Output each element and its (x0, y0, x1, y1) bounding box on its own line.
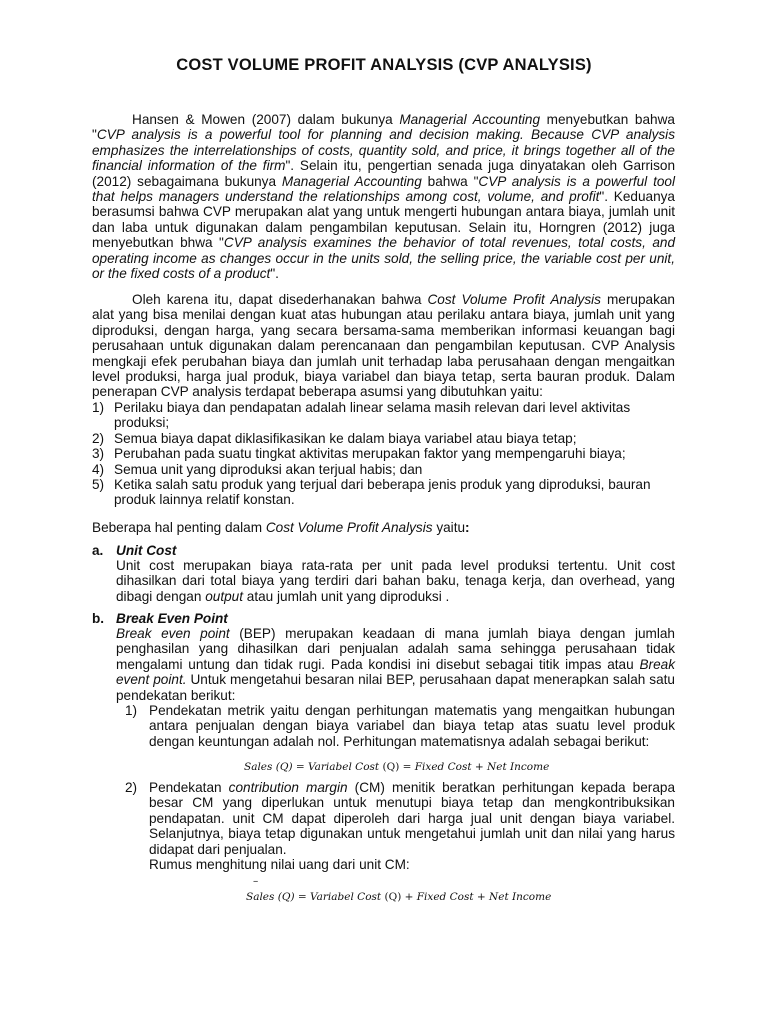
list-item (92, 446, 675, 461)
list-item (92, 477, 675, 508)
text-run: menyebutkan bahwa " (92, 112, 675, 143)
section-body-break-even-point (116, 626, 675, 703)
text-run: Break even point (116, 626, 230, 641)
text-run: Break event point. (116, 656, 675, 688)
text-run: Beberapa hal penting dalam (92, 520, 266, 535)
intro-paragraph-1 (92, 112, 675, 281)
formula-part: (Q) (384, 891, 402, 903)
text-run: : (465, 520, 470, 535)
text-run: Untuk mengetahui besaran nilai BEP, perusahaan dapat menerapkan salah satu pendekatan berikut: (116, 672, 675, 703)
text-run: merupakan alat yang bisa menilai dengan kuat atas hubungan atau perilaku antara biaya, jumlah unit yang diproduksi, dengan harga, yang secara bersama-sama memberikan informasi keuangan bagi perusahaan untuk digunakan dalam perencanaan dan pengambilan keputusan. CVP Analysis mengkaji efek perubahan biaya dan jumlah unit terhadap laba perusahaan dengan mengaitkan level produksi, harga jual produk, biaya variabel dan biaya tetap, serta bauran produk. Dalam penerapan CVP analysis terdapat beberapa asumsi yang dibutuhkan yaitu: (92, 292, 675, 400)
section-label: Unit Cost (116, 543, 177, 558)
list-text: Semua biaya dapat diklasifikasikan ke dalam biaya variabel atau biaya tetap; (114, 430, 577, 446)
text-run: (BEP) merupakan keadaan di mana jumlah biaya dengan jumlah penghasilan yang dihasilkan dari penjualan adalah sama sehingga perusahaan tidak mengalami untung dan tidak rugi. Pada kondisi ini disebut sebagai titik impas atau (116, 626, 675, 672)
list-text: Pendekatan metrik yaitu dengan perhitungan matematis yang mengaitkan hubungan antara penjualan dengan biaya variabel dan biaya tetap atas suatu level produk dengan keuntungan adalah nol. Perhitungan matematisnya adalah sebagai berikut: (149, 703, 675, 749)
list-text: Ketika salah satu produk yang terjual dari beberapa jenis produk yang diproduksi, bauran produk lainnya relatif konstan. (114, 477, 651, 508)
list-number: 2) (125, 780, 138, 795)
list-item (92, 431, 675, 446)
text-run: contribution margin (228, 780, 348, 795)
text-run: Rumus menghitung nilai uang dari unit CM: (149, 857, 410, 873)
text-run: Managerial Accounting (399, 112, 541, 127)
list-number: 1) (92, 400, 105, 415)
list-item (125, 703, 675, 749)
text-run: (CM) menitik beratkan perhitungan kepada berapa besar CM yang diperlukan untuk menutupi biaya tetap dan mengkontribuksikan pendapatan. unit CM dapat diperoleh dari harga jual unit dengan biaya variabel. Selanjutnya, biaya tetap digunakan untuk mengetahui jumlah unit dan nilai yang harus didapat dari penjualan. (149, 780, 675, 857)
formula-part: Sales (Q) = Variabel Cost (246, 891, 385, 903)
important-points-intro (92, 520, 675, 535)
list-text: Perubahan pada suatu tingkat aktivitas merupakan faktor yang mempengaruhi biaya; (114, 446, 626, 462)
page-title: COST VOLUME PROFIT ANALYSIS (CVP ANALYSIS) (176, 56, 592, 74)
text-run: CVP analysis is a powerful tool that helps managers understand the relationships among cost, volume, and profit (92, 173, 675, 205)
list-item (125, 780, 675, 872)
section-heading-break-even-point (92, 611, 228, 626)
list-number: 3) (92, 446, 105, 462)
section-body-unit-cost (116, 558, 675, 604)
text-run: yaitu (432, 520, 466, 535)
text-run: atau jumlah unit yang diproduksi . (243, 588, 450, 604)
text-run: bahwa " (421, 173, 479, 189)
formula-contribution-margin (246, 890, 551, 905)
list-number: 1) (125, 703, 138, 718)
bep-approach-list-2 (125, 780, 675, 872)
list-text: Perilaku biaya dan pendapatan adalah linear selama masih relevan dari level aktivitas produksi; (114, 400, 631, 431)
text-run: Oleh karena itu, dapat disederhanakan bahwa (132, 292, 428, 307)
list-item (92, 400, 675, 431)
text-run: Hansen & Mowen (2007) dalam bukunya (132, 112, 400, 127)
list-text: Semua unit yang diproduksi akan terjual habis; dan (114, 461, 423, 477)
text-run: ". (270, 266, 279, 282)
assumption-list (92, 400, 675, 508)
formula-part: Sales (Q) = Variabel Cost (244, 761, 383, 773)
list-item (92, 462, 675, 477)
intro-paragraph-2 (92, 292, 675, 400)
text-run: Cost Volume Profit Analysis (265, 520, 433, 535)
section-letter: a. (92, 543, 104, 558)
section-letter: b. (92, 611, 105, 626)
section-heading-unit-cost (92, 543, 176, 558)
text-run: CVP analysis is a powerful tool for planning and decision making. Because CVP analysis emphasizes the interrelationships of costs, quantity sold, and price, it brings together all of the financial information of the firm (92, 127, 675, 174)
text-run: Pendekatan (149, 780, 229, 795)
list-number: 4) (92, 461, 105, 477)
formula-part: (Q) (382, 761, 400, 773)
text-run: ". Keduanya berasumsi bahwa CVP merupakan alat yang untuk mengerti hubungan antara biaya, jumlah unit dan laba untuk digunakan dalam pengambilan keputusan. Selain itu, Horngren (2012) juga menyebutkan bhwa " (92, 189, 675, 251)
text-run: ". Selain itu, pengertian senada juga dinyatakan oleh Garrison (2012) sebagaimana bukunya (92, 158, 675, 189)
text-run: Unit cost merupakan biaya rata-rata per unit pada level produksi tertentu. Unit cost dihasilkan dari total biaya yang terdiri dari bahan baku, tenaga kerja, dan overhead, yang dibagi dengan (116, 558, 675, 604)
list-number: 2) (92, 430, 105, 446)
text-run: Managerial Accounting (281, 173, 422, 189)
formula-metric (244, 760, 549, 775)
formula-part: = Fixed Cost + Net Income (399, 761, 550, 773)
formula-part: + Fixed Cost + Net Income (401, 891, 552, 903)
list-number: 5) (92, 477, 105, 493)
text-run: output (205, 588, 243, 604)
formula-dash: – (253, 875, 259, 887)
bep-approach-list-1 (125, 703, 675, 749)
text-run: Cost Volume Profit Analysis (427, 292, 601, 307)
text-run: CVP analysis examines the behavior of total revenues, total costs, and operating income as changes occur in the units sold, the selling price, the variable cost per unit, or the fixed costs of a product (92, 235, 675, 282)
section-label: Break Even Point (116, 611, 228, 626)
